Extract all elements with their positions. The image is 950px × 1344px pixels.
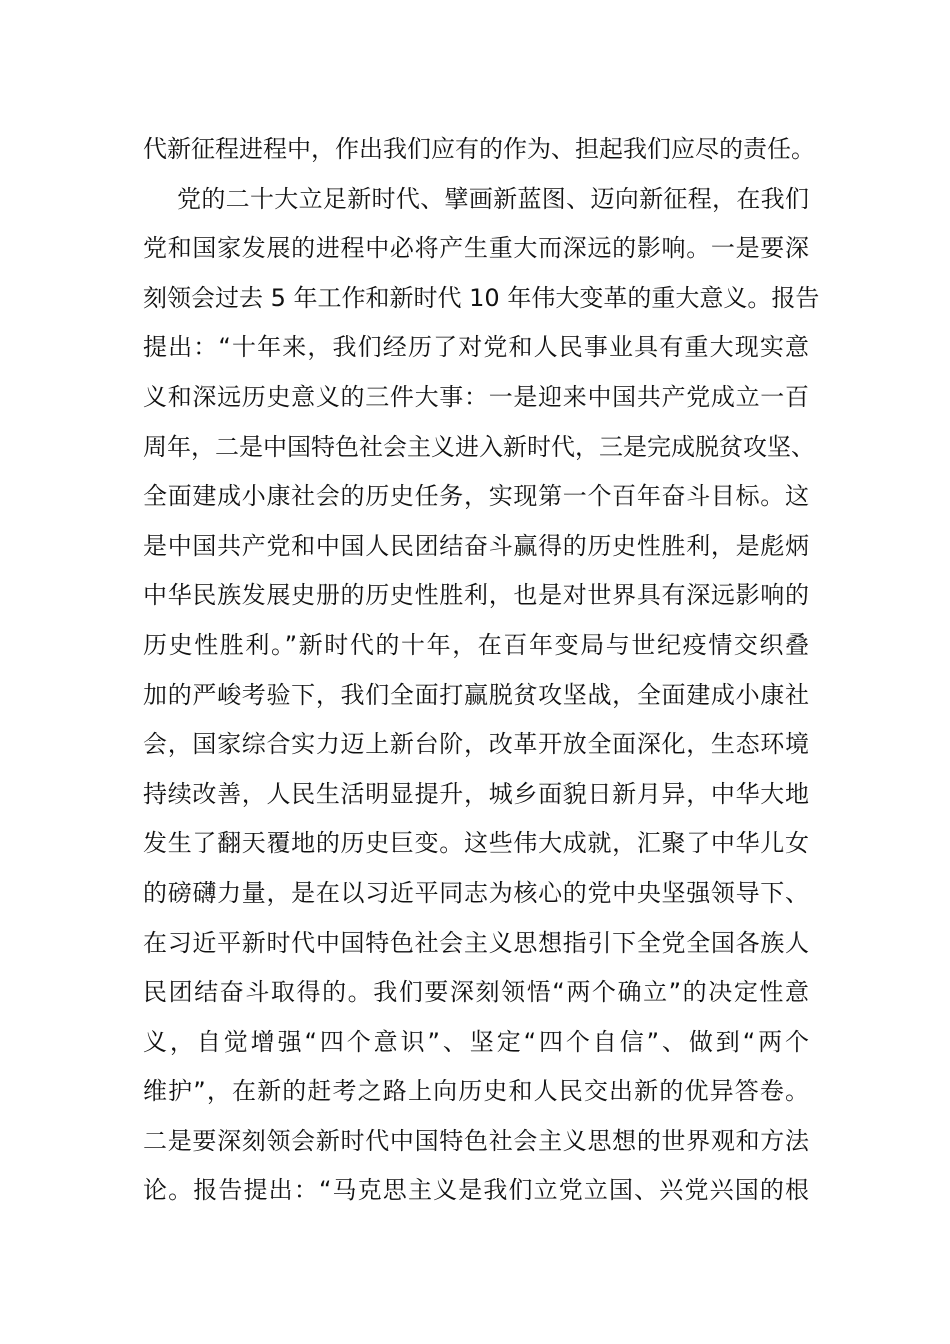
text-line: 在习近平新时代中国特色社会主义思想指引下全党全国各族人 (143, 928, 809, 957)
text-line: 刻领会过去 5 年工作和新时代 10 年伟大变革的重大意义。报告 (143, 283, 820, 312)
text-line: 代新征程进程中，作出我们应有的作为、担起我们应尽的责任。 (143, 135, 815, 163)
text-line: 周年，二是中国特色社会主义进入新时代，三是完成脱贫攻坚、 (143, 432, 815, 461)
text-line: 持续改善，人民生活明显提升，城乡面貌日新月异，中华大地 (143, 779, 809, 808)
text-line: 提出：“十年来，我们经历了对党和人民事业具有重大现实意 (143, 333, 809, 362)
text-line: 发生了翻天覆地的历史巨变。这些伟大成就，汇聚了中华儿女 (143, 829, 809, 858)
text-line: 二是要深刻领会新时代中国特色社会主义思想的世界观和方法 (143, 1126, 809, 1155)
body-text (143, 125, 820, 1216)
text-line: 加的严峻考验下，我们全面打赢脱贫攻坚战，全面建成小康社 (143, 680, 809, 709)
text-line: 民团结奋斗取得的。我们要深刻领悟“两个确立”的决定性意 (143, 978, 809, 1007)
text-line: 历史性胜利。”新时代的十年，在百年变局与世纪疫情交织叠 (143, 630, 809, 659)
text-line: 全面建成小康社会的历史任务，实现第一个百年奋斗目标。这 (143, 482, 809, 511)
text-line: 党和国家发展的进程中必将产生重大而深远的影响。一是要深 (143, 234, 809, 263)
text-line: 论。报告提出：“马克思主义是我们立党立国、兴党兴国的根 (143, 1176, 809, 1205)
text-line: 中华民族发展史册的历史性胜利，也是对世界具有深远影响的 (143, 581, 809, 610)
paragraph-first-line: 党的二十大立足新时代、擘画新蓝图、迈向新征程，在我们 (177, 184, 809, 213)
text-line: 义，自觉增强“四个意识”、坚定“四个自信”、做到“两个 (143, 1027, 809, 1056)
text-line: 会，国家综合实力迈上新台阶，改革开放全面深化，生态环境 (143, 730, 809, 759)
text-line: 义和深远历史意义的三件大事：一是迎来中国共产党成立一百 (143, 382, 809, 411)
text-line: 的磅礴力量，是在以习近平同志为核心的党中央坚强领导下、 (143, 878, 809, 907)
text-line: 是中国共产党和中国人民团结奋斗赢得的历史性胜利，是彪炳 (143, 531, 809, 560)
text-line: 维护”，在新的赶考之路上向历史和人民交出新的优异答卷。 (143, 1077, 809, 1106)
